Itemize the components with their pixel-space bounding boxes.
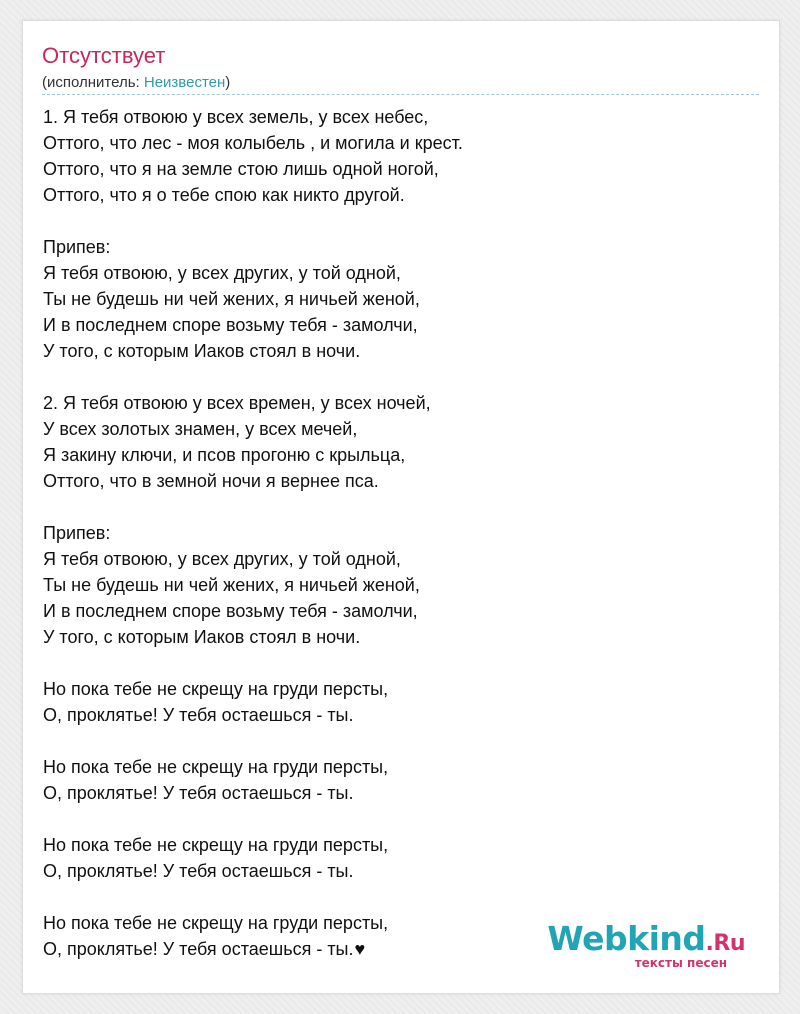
- artist-suffix: ): [225, 74, 231, 91]
- dashed-divider: [42, 94, 759, 95]
- lyrics-line: И в последнем споре возьму тебя - замолчи,: [43, 315, 418, 335]
- lyrics-line: Оттого, что в земной ночи я вернее пса.: [43, 471, 379, 491]
- lyrics-line: О, проклятье! У тебя остаешься - ты.: [43, 705, 354, 725]
- lyrics-blank-line: [43, 806, 743, 832]
- lyrics-line: О, проклятье! У тебя остаешься - ты.: [43, 939, 354, 959]
- lyrics-line: О, проклятье! У тебя остаешься - ты.: [43, 861, 354, 881]
- lyrics-blank-line: [43, 728, 743, 754]
- lyrics-blank-line: [43, 650, 743, 676]
- webkind-logo[interactable]: [547, 919, 745, 970]
- artist-prefix: (исполнитель:: [42, 74, 144, 91]
- lyrics-text: [43, 104, 743, 962]
- lyrics-line: Припев:: [43, 237, 111, 257]
- lyrics-line: Я закину ключи, и псов прогоню с крыльца,: [43, 445, 406, 465]
- lyrics-line: Но пока тебе не скрещу на груди персты,: [43, 835, 389, 855]
- artist-link[interactable]: Неизвестен: [143, 74, 226, 91]
- lyrics-blank-line: [43, 364, 743, 390]
- lyrics-line: Оттого, что я о тебе спою как никто другой.: [43, 185, 405, 205]
- lyrics-line: Оттого, что я на земле стою лишь одной ногой,: [43, 159, 439, 179]
- lyrics-line: Ты не будешь ни чей жених, я ничьей женой,: [43, 289, 420, 309]
- lyrics-line: У того, с которым Иаков стоял в ночи.: [43, 341, 361, 361]
- lyrics-line: У того, с которым Иаков стоял в ночи.: [43, 627, 361, 647]
- lyrics-line: Оттого, что лес - моя колыбель , и могила и крест.: [43, 133, 463, 153]
- lyrics-line: Я тебя отвоюю, у всех других, у той одной,: [43, 263, 401, 283]
- lyrics-line: Но пока тебе не скрещу на груди персты,: [43, 913, 389, 933]
- lyrics-line: Припев:: [43, 523, 111, 543]
- lyrics-card: [22, 20, 780, 994]
- lyrics-blank-line: [43, 208, 743, 234]
- lyrics-line: У всех золотых знамен, у всех мечей,: [43, 419, 358, 439]
- heart-icon: ♥: [354, 939, 366, 959]
- logo-tld: .Ru: [705, 931, 745, 956]
- lyrics-line: 2. Я тебя отвоюю у всех времен, у всех ночей,: [43, 393, 431, 413]
- lyrics-line: Но пока тебе не скрещу на груди персты,: [43, 679, 389, 699]
- lyrics-line: Я тебя отвоюю, у всех других, у той одной,: [43, 549, 401, 569]
- lyrics-blank-line: [43, 494, 743, 520]
- lyrics-line: 1. Я тебя отвоюю у всех земель, у всех небес,: [43, 107, 429, 127]
- artist-line: [42, 73, 230, 93]
- logo-subtitle: тексты песен: [634, 956, 727, 970]
- song-title: Отсутствует: [42, 43, 166, 68]
- lyrics-line: Но пока тебе не скрещу на груди персты,: [43, 757, 389, 777]
- lyrics-blank-line: [43, 884, 743, 910]
- lyrics-line: И в последнем споре возьму тебя - замолчи,: [43, 601, 418, 621]
- lyrics-line: Ты не будешь ни чей жених, я ничьей женой,: [43, 575, 420, 595]
- logo-brand: Webkind: [547, 919, 706, 958]
- lyrics-line: О, проклятье! У тебя остаешься - ты.: [43, 783, 354, 803]
